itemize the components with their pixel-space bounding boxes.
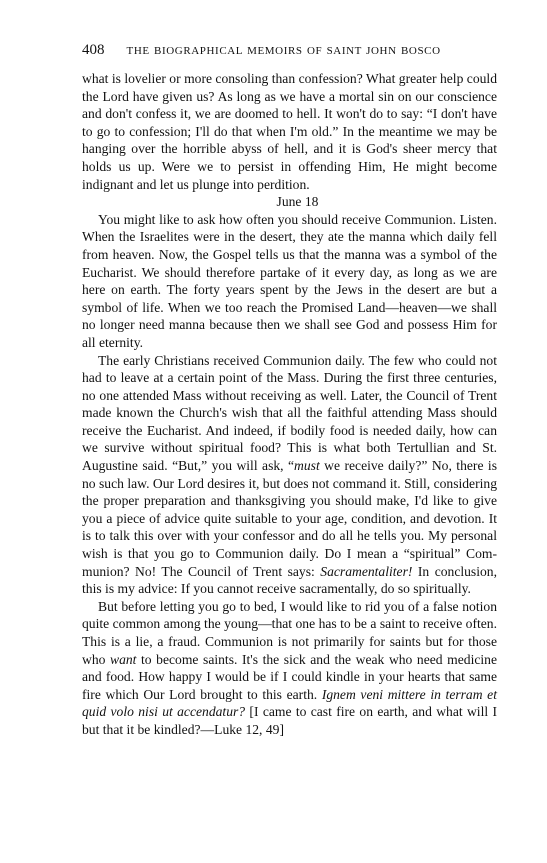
page-body bbox=[82, 70, 497, 739]
emphasis-want: want bbox=[110, 651, 137, 667]
paragraph-confession: what is lovelier or more consoling than confession? What greater help could the Lord have given us? As long as we have a mortal sin on our conscience and don't confess it, we are doomed to hell. It won't do to say: “I don't have to go to confession; I'll do that when I'm old.” In the meantime we may be hanging over the horrible abyss of hell, and it is God's sheer mercy that holds us up. Were we to persist in offending Him, He might become indignant and let us plunge into perdition. bbox=[82, 71, 497, 192]
text-run: But before letting you go to bed, I would like to rid you of a false notion quite common among the young—that one has to be a saint to receive often. This is a lie, a fraud. Communion is not primarily for saints but for those who bbox=[82, 598, 497, 667]
page-header bbox=[82, 42, 494, 59]
running-title: THE BIOGRAPHICAL MEMOIRS OF SAINT JOHN BOSCO bbox=[126, 45, 441, 57]
text-run: The early Christians received Communion daily. The few who could not had to leave at a certain point of the Mass. During the first three centuries, no one attended Mass without receiving as well. Later, the Council of Trent made known the Church's wish that all the faithful attending Mass should receive the Eucharist. And indeed, if bodily food is needed daily, how can we survive without spiritual food? This is what both Tertullian and St. Augustine said. “But,” you will ask, “ bbox=[82, 352, 497, 474]
paragraph-communion-frequency: You might like to ask how often you should receive Communion. Listen. When the Israelites were in the desert, they ate the manna which daily fell from heaven. Now, the Gospel tells us that the manna was a symbol of the Eucharist. We should therefore partake of it every day, as long as we are here on earth. The forty years spent by the Jews in the desert are but a symbol of life. When we too reach the Promised Land—heaven—we shall no longer need manna because then we shall see God and possess Him for all eternity. bbox=[82, 211, 497, 350]
text-run: we receive daily?” No, there is no such law. Our Lord desires it, but does not command it. Still, considering the proper preparation and thanksgiving you should make, I'd like to give you a piece of advice quite suitable to your age, condition, and devotion. It is to talk this over with your confessor and do all he tells you. My personal wish is that you go to Communion daily. Do I mean a “spiritual” Communion? No! The Council of Trent says: bbox=[82, 458, 497, 579]
page-number: 408 bbox=[82, 42, 105, 58]
text-run: [I came to cast fire on earth, and what will I but that it be kindled?—Luke 12, 49] bbox=[82, 704, 497, 737]
emphasis-must: must bbox=[294, 458, 320, 474]
date-heading: June 18 bbox=[276, 194, 319, 210]
emphasis-sacramentaliter: Sacramentaliter! bbox=[320, 563, 413, 579]
paragraph-early-christians bbox=[82, 352, 497, 598]
text-run: to become saints. It's the sick and the weak who need medicine and food. How happy I would be if I could kindle in your hearts that same fire which Our Lord brought to this earth. bbox=[82, 651, 498, 702]
paragraph-false-notion bbox=[82, 598, 497, 739]
latin-quote: Ignem veni mittere in terram et quid volo nisi ut accendatur? bbox=[82, 686, 497, 720]
text-run: In conclusion, this is my advice: If you cannot receive sacramentally, do so spiritually. bbox=[82, 563, 497, 597]
